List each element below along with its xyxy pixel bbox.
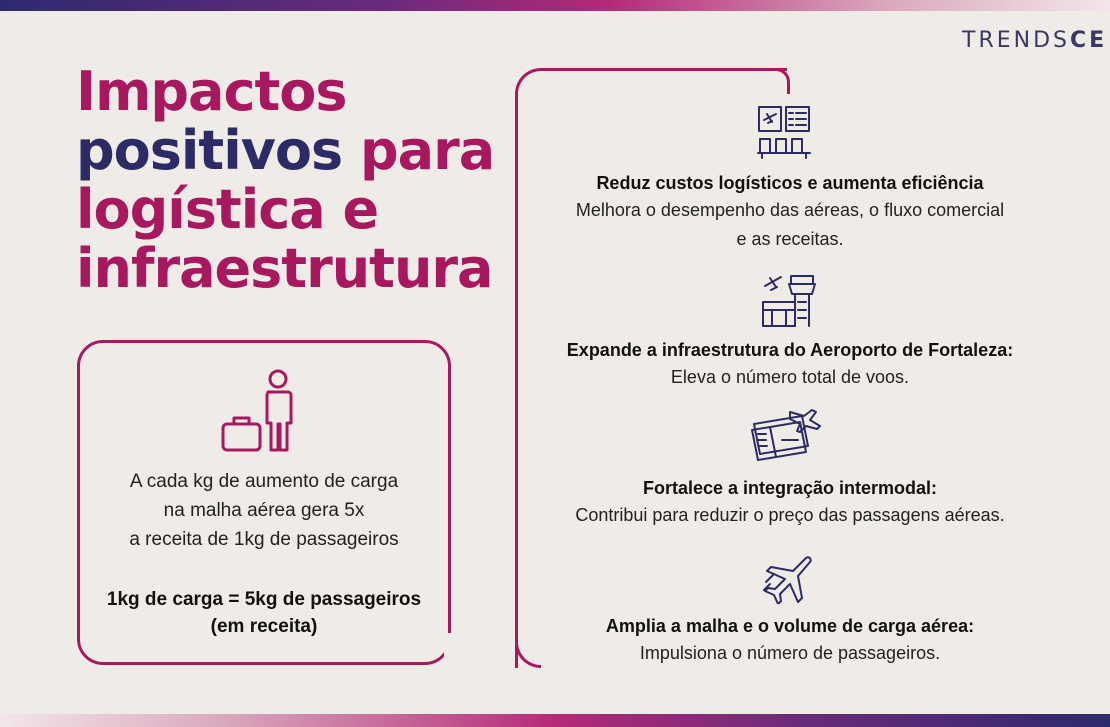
top-gradient-bar <box>0 0 1110 11</box>
impact-description: Eleva o número total de voos. <box>670 367 910 387</box>
impact-description: Contribui para reduzir o preço das passagens aéreas. <box>575 505 1005 525</box>
cargo-fact-note: (em receita) <box>210 616 318 637</box>
bottom-gradient-bar <box>0 714 1110 727</box>
plane-tickets-icon <box>750 404 824 466</box>
trendsce-logo: TRENDSCE <box>962 28 1108 53</box>
impact-description: Impulsiona o número de passageiros. <box>639 643 941 663</box>
impact-title: Reduz custos logísticos e aumenta eficiência <box>596 173 984 193</box>
airport-control-tower-icon <box>760 272 818 328</box>
impact-description: Melhora o desempenho das aéreas, o fluxo comercial <box>575 200 1005 220</box>
cargo-text-line: na malha aérea gera 5x <box>163 500 365 521</box>
impact-description: e as receitas. <box>736 229 844 249</box>
traveler-with-suitcase-icon <box>219 368 299 454</box>
cargo-text-line: a receita de 1kg de passageiros <box>129 529 399 550</box>
airplane-icon <box>762 554 814 604</box>
impact-title: Amplia a malha e o volume de carga aérea: <box>605 616 975 636</box>
impact-title: Fortalece a integração intermodal: <box>642 478 938 498</box>
page-title: Impactos positivos para logística e infraestrutura <box>76 60 495 300</box>
departure-board-seats-icon <box>756 104 812 160</box>
cargo-fact-line: 1kg de carga = 5kg de passageiros <box>106 589 422 610</box>
impact-title: Expande a infraestrutura do Aeroporto de Fortaleza: <box>566 340 1014 360</box>
cargo-text-line: A cada kg de aumento de carga <box>129 471 399 492</box>
